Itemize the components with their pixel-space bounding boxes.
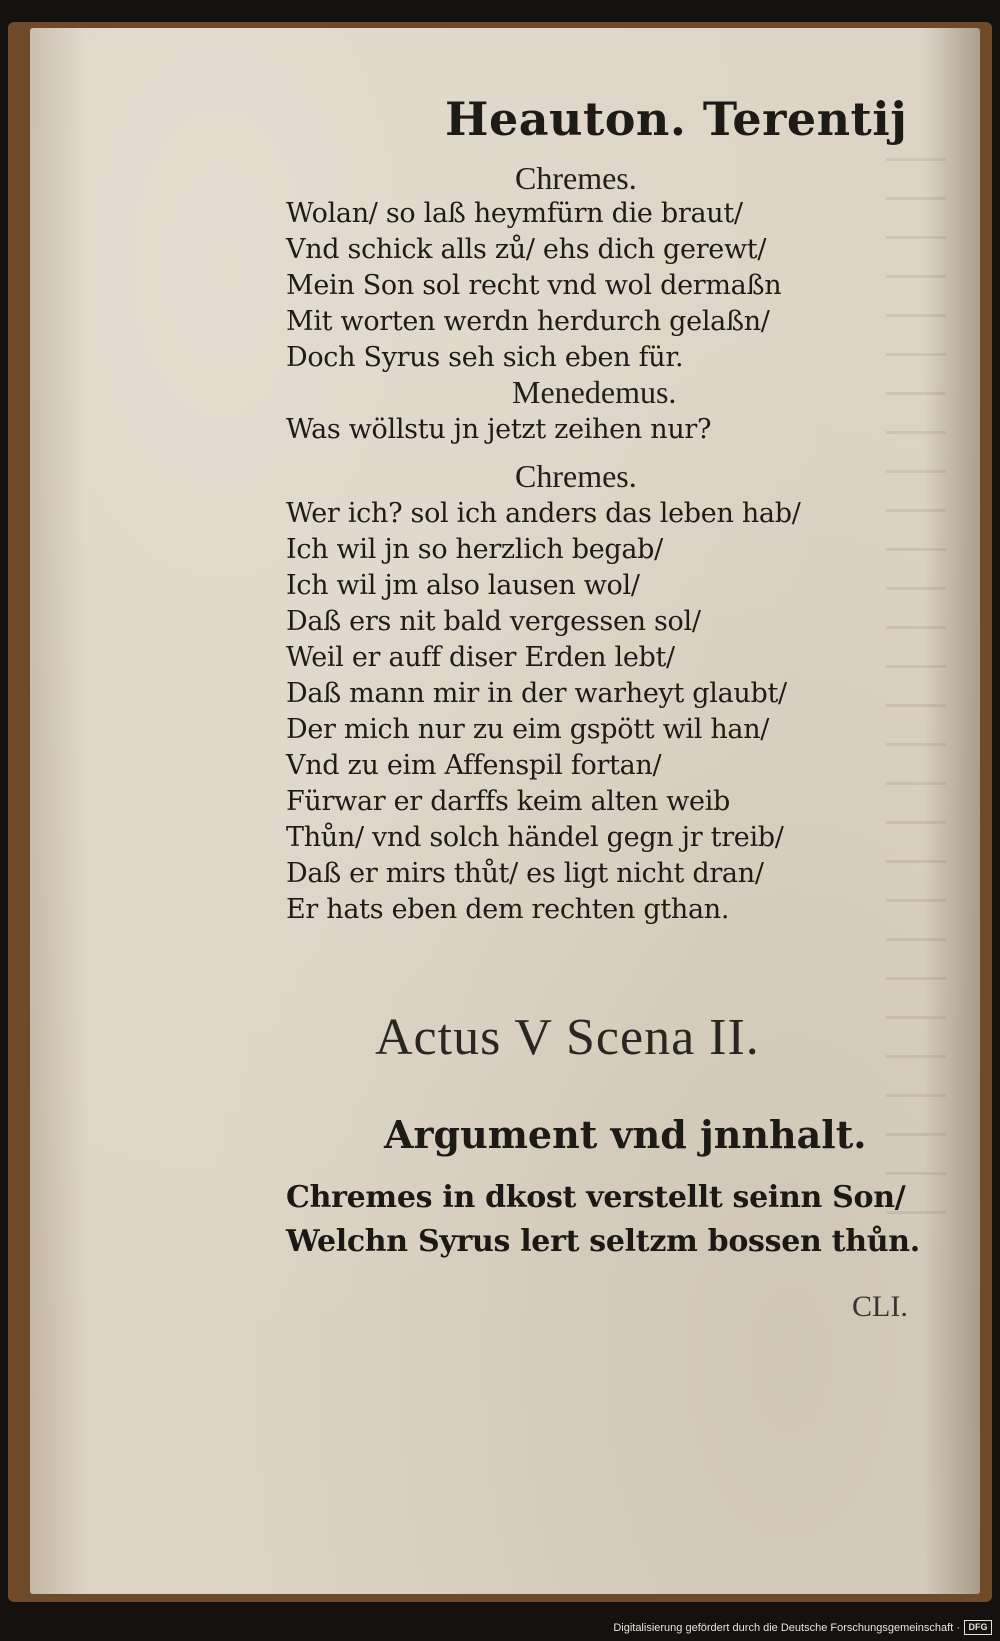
verse-line: Wolan/ so laß heymfürn die braut/ [286,198,743,229]
signature-mark: CLI. [852,1290,908,1323]
bleed-through-text [880,158,950,1208]
verse-line: Mit worten werdn herdurch gelaßn/ [286,306,770,337]
verse-line: Vnd zu eim Affenspil fortan/ [286,750,662,781]
verse-line: Was wöllstu jn jetzt zeihen nur? [286,414,712,445]
verse-line: Fürwar er darffs keim alten weib [286,786,731,817]
verse-line: Daß mann mir in der warheyt glaubt/ [286,678,787,709]
digitization-credit: Digitalisierung gefördert durch die Deutsche Forschungsgemeinschaft · [613,1622,960,1634]
verse-line: Er hats eben dem rechten gthan. [286,894,730,925]
verse-line: Der mich nur zu eim gspött wil han/ [286,714,770,745]
argument-line: Welchn Syrus lert seltzm bossen thůn. [286,1224,920,1259]
verse-line: Daß er mirs thůt/ es ligt nicht dran/ [286,858,764,889]
speaker-menedemus: Menedemus. [512,374,677,410]
argument-heading: Argument vnd jnnhalt. [384,1112,867,1157]
verse-line: Ich wil jm also lausen wol/ [286,570,640,601]
verse-line: Doch Syrus seh sich eben für. [286,342,684,373]
verse-line: Thůn/ vnd solch händel gegn jr treib/ [286,822,784,853]
verse-line: Ich wil jn so herzlich begab/ [286,534,663,565]
verse-line: Mein Son sol recht vnd wol dermaßn [286,270,782,301]
verse-line: Wer ich? sol ich anders das leben hab/ [286,498,801,529]
verse-line: Vnd schick alls zů/ ehs dich gerewt/ [286,234,767,265]
argument-line: Chremes in dkost verstellt seinn Son/ [286,1180,906,1215]
verse-line: Weil er auff diser Erden lebt/ [286,642,675,673]
act-scene-heading: Actus V Scena II. [375,1009,760,1066]
dfg-logo: DFG [964,1620,992,1635]
speaker-chremes-2: Chremes. [515,458,637,494]
running-header: Heauton. Terentij [445,92,908,146]
speaker-chremes-1: Chremes. [515,160,637,196]
verse-line: Daß ers nit bald vergessen sol/ [286,606,701,637]
